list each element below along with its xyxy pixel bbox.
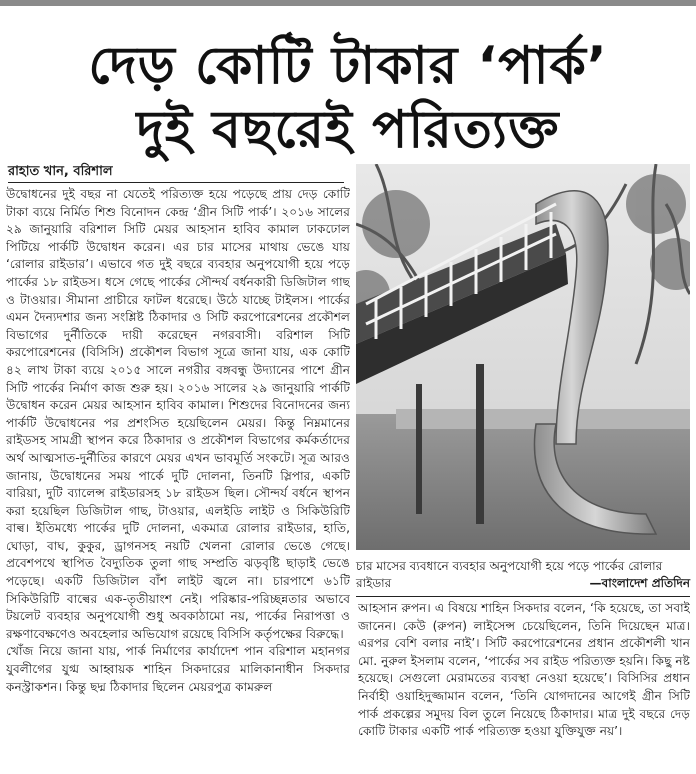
- caption-text: চার মাসের ব্যবধানে ব্যবহার অনুপযোগী হয়ে পড়ে পার্কের রোলার রাইডার: [356, 559, 663, 590]
- photo-credit: —বাংলাদেশ প্রতিদিন: [589, 576, 690, 590]
- byline-rule: [8, 182, 344, 183]
- slide-illustration: [356, 164, 690, 550]
- article-right-column: [358, 600, 690, 770]
- headline: [0, 34, 696, 162]
- photo-caption: [356, 558, 690, 592]
- caption-rule: [356, 596, 690, 597]
- headline-line-1: দেড় কোটি টাকার ‘পার্ক’: [88, 36, 608, 96]
- article-paragraph: খোঁজ নিয়ে জানা যায়, পার্ক নির্মাণের কার্যাদেশ পান বরিশাল মহানগর যুবলীগের যুগ্ম আহ্বায়ক শাহিন সিকদারের মালিকানাধীন সিকদার কনস্ট্রাকশন। কিন্তু ছদ্ম ঠিকাদার ছিলেন মেয়রপুত্র কামরুল: [6, 644, 350, 694]
- headline-line-2: দুই বছরেই পরিত্যক্ত: [136, 100, 560, 160]
- article-left-column: [6, 186, 350, 770]
- byline: রাহাত খান, বরিশাল: [8, 164, 113, 179]
- article-paragraph: উদ্বোধনের দুই বছর না যেতেই পরিত্যক্ত হয়ে পড়েছে প্রায় দেড় কোটি টাকা ব্যয়ে নির্মিত শিশু বিনোদন কেন্দ্র ‘গ্রীন সিটি পার্ক’। ২০১৬ সালের ২৯ জানুয়ারি বরিশাল সিটি মেয়র আহসান হাবিব কামাল ঢাকঢোল পিটিয়ে পার্কটি উদ্বোধন করেন। এর চার মাসের মাথায় ভেঙে যায় ‘রোলার রাইডার’। এভাবে গত দুই বছরে ব্যবহার অনুপযোগী হয়ে পড়ে পার্কের ১৮ রাইডস। ধসে গেছে পার্কের সৌন্দর্য বর্ধনকারী ডিজিটাল গাছ ও টাওয়ার। সীমানা প্রাচীরে ফাটল ধরেছে। উঠে যাচ্ছে টাইলস। পার্কের এমন দৈন্যদশার জন্য সংশ্লিষ্ট ঠিকাদার ও সিটি করপোরেশনের প্রকৌশল বিভাগের দুর্নীতিকে দায়ী করেছেন নগরবাসী। বরিশাল সিটি করপোরেশনের (বিসিসি) প্রকৌশল বিভাগ সূত্রে জানা যায়, এক কোটি ৪২ লাখ টাকা ব্যয়ে ২০১৫ সালে নগরীর বঙ্গবন্ধু উদ্যানের পাশে গ্রীন সিটি পার্কের নির্মাণ কাজ শুরু হয়। ২০১৬ সালের ২৯ জানুয়ারি পার্কটি উদ্বোধন করেন মেয়র আহসান হাবিব কামাল। শিশুদের বিনোদনের জন্য পার্কটি উদ্বোধনের পর প্রশংসিত হয়েছিলেন মেয়র। কিন্তু নিম্নমানের রাইডসহ সামগ্রী স্থাপন করে ঠিকাদার ও প্রকৌশল বিভাগের কর্মকর্তাদের অর্থ আত্মসাত-দুর্নীতির কারণে মেয়র এখন ভাবমূর্তি সংকটে। সূত্র আরও জানায়, উদ্বোধনের সময় পার্কে দুটি দোলনা, তিনটি স্লিপার, একটি বারিয়া, দুটি ব্যালেন্স রাইডারসহ ১৮ রাইডস ছিল। সৌন্দর্য বর্ধনে স্থাপন করা হয়েছিল ডিজিটাল গাছ, টাওয়ার, এলইডি লাইট ও সিকিউরিটি বাল্ব। ইতিমধ্যে পার্কের দুটি দোলনা, একমাত্র রোলার রাইডার, হাতি, ঘোড়া, বাঘ, কুকুর, ড্রাগনসহ নয়টি খেলনা রোলার ভেঙে গেছে। প্রবেশপথে স্থাপিত বৈদ্যুতিক তুলা গাছ সম্প্রতি ঝড়বৃষ্টি ছাড়াই ভেঙে পড়েছে। একটি ডিজিটাল বাঁশ লাইট জ্বলে না। চারপাশে ৬১টি সিকিউরিটি বাল্বের এক-তৃতীয়াংশ নেই। পরিষ্কার-পরিচ্ছন্নতার অভাবে টয়লেট ব্যবহার অনুপযোগী শুধু অবকাঠামো নয়, পার্কের নিরাপত্তা ও রক্ষণাবেক্ষণেও অবহেলার অভিযোগ রয়েছে বিসিসি কর্তৃপক্ষের বিরুদ্ধে।: [6, 187, 350, 641]
- top-rule: [0, 0, 696, 6]
- article-paragraph: আহসান রুপন। এ বিষয়ে শাহিন সিকদার বলেন, ‘কি হয়েছে, তা সবাই জানেন। কেউ (রুপন) লাইসেন্স চেয়েছিলেন, তিনি দিয়েছেন মাত্র। এরপর বেশি বলার নাই’। সিটি করপোরেশনের প্রধান প্রকৌশলী খান মো. নুরুল ইসলাম বলেন, ‘পার্কের সব রাইড পরিত্যক্ত হয়নি। কিছু নষ্ট হয়েছে। সেগুলো মেরামতের ব্যবস্থা নেওয়া হয়েছে’। বিসিসির প্রধান নির্বাহী ওয়াহিদুজ্জামান বলেন, ‘তিনি যোগদানের আগেই গ্রীন সিটি পার্ক প্রকল্পের সমুদয় বিল তুলে নিয়েছে ঠিকাদার। মাত্র দুই বছরে দেড় কোটি টাকার একটি পার্ক পরিত্যক্ত হওয়া যুক্তিযুক্ত নয়’।: [358, 601, 690, 739]
- park-slide-photo: [356, 164, 690, 550]
